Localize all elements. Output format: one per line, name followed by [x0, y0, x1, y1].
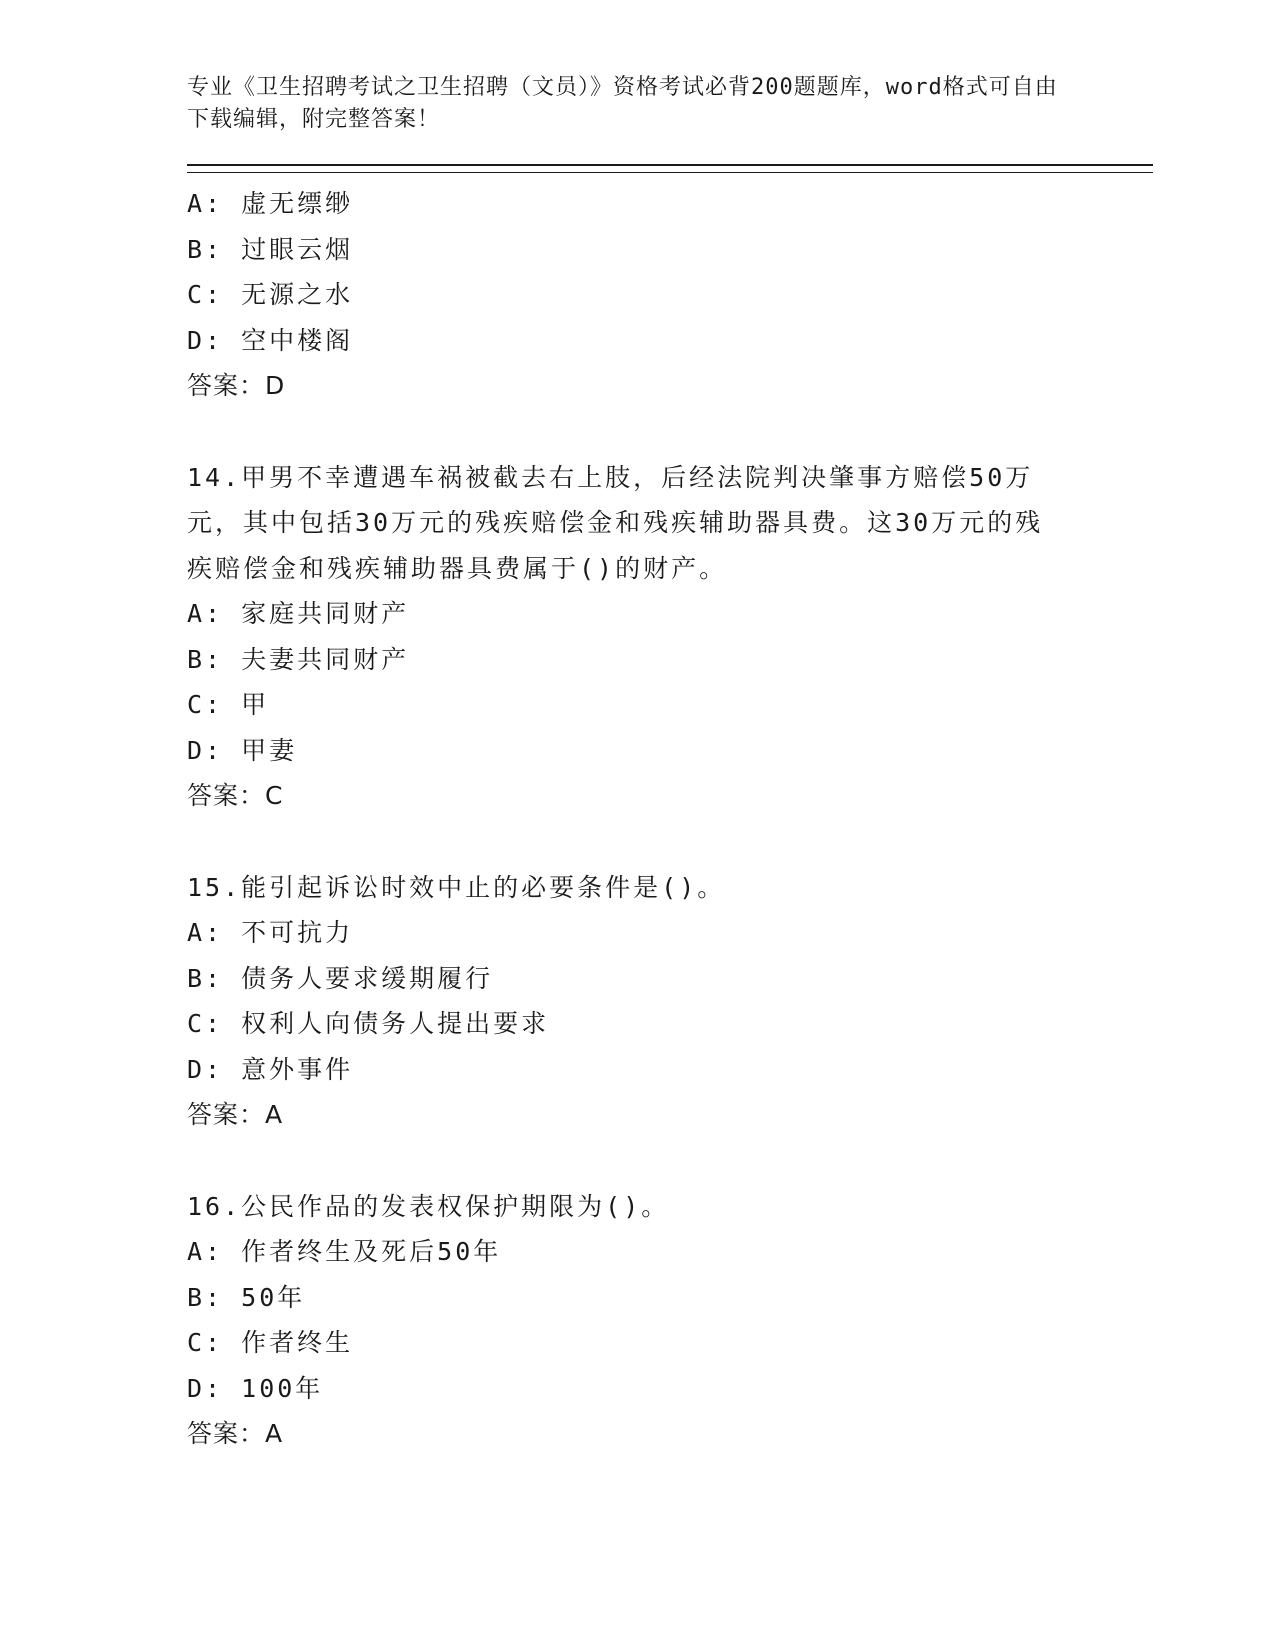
- answer-line: 答案：A: [187, 1100, 284, 1129]
- option-d: D: 100年: [187, 1373, 324, 1403]
- option-c: C: 无源之水: [187, 280, 354, 309]
- spacer: [187, 1138, 1157, 1184]
- spacer: [187, 819, 1157, 865]
- option-b: B: 夫妻共同财产: [187, 644, 410, 674]
- option-d: D: 甲妻: [187, 735, 298, 765]
- question-15: [187, 865, 1157, 1138]
- header-rule: [187, 164, 1153, 173]
- option-a: A: 不可抗力: [187, 918, 354, 947]
- question-list: [187, 181, 1157, 1457]
- option-a: A: 虚无缥缈: [187, 189, 354, 218]
- option-d: D: 意外事件: [187, 1054, 354, 1084]
- question-stem: 16.公民作品的发表权保护期限为()。: [187, 1191, 670, 1221]
- option-a: A: 家庭共同财产: [187, 599, 410, 628]
- option-b: B: 50年: [187, 1282, 306, 1312]
- document-header: 专业《卫生招聘考试之卫生招聘（文员）》资格考试必背200题题库，word格式可自由下载编辑，附完整答案！: [187, 75, 1058, 132]
- spacer: [187, 409, 1157, 455]
- option-a: A: 作者终生及死后50年: [187, 1237, 502, 1266]
- question-stem: 14.甲男不幸遭遇车祸被截去右上肢，后经法院判决肇事方赔偿50万元，其中包括30万元的残疾赔偿金和残疾辅助器具费。这30万元的残疾赔偿金和残疾辅助器具费属于()的财产。: [187, 462, 1044, 583]
- document-page: [187, 72, 1157, 1457]
- option-c: C: 权利人向债务人提出要求: [187, 1009, 550, 1038]
- option-c: C: 作者终生: [187, 1328, 354, 1357]
- answer-line: 答案：D: [187, 371, 286, 400]
- option-b: B: 过眼云烟: [187, 234, 354, 264]
- question-14: [187, 455, 1157, 819]
- option-c: C: 甲: [187, 690, 270, 719]
- question-16: [187, 1184, 1157, 1457]
- question-13: [187, 181, 1157, 409]
- answer-line: 答案：A: [187, 1419, 284, 1448]
- option-d: D: 空中楼阁: [187, 325, 354, 355]
- answer-line: 答案：C: [187, 781, 284, 810]
- question-stem: 15.能引起诉讼时效中止的必要条件是()。: [187, 872, 726, 902]
- option-b: B: 债务人要求缓期履行: [187, 963, 494, 993]
